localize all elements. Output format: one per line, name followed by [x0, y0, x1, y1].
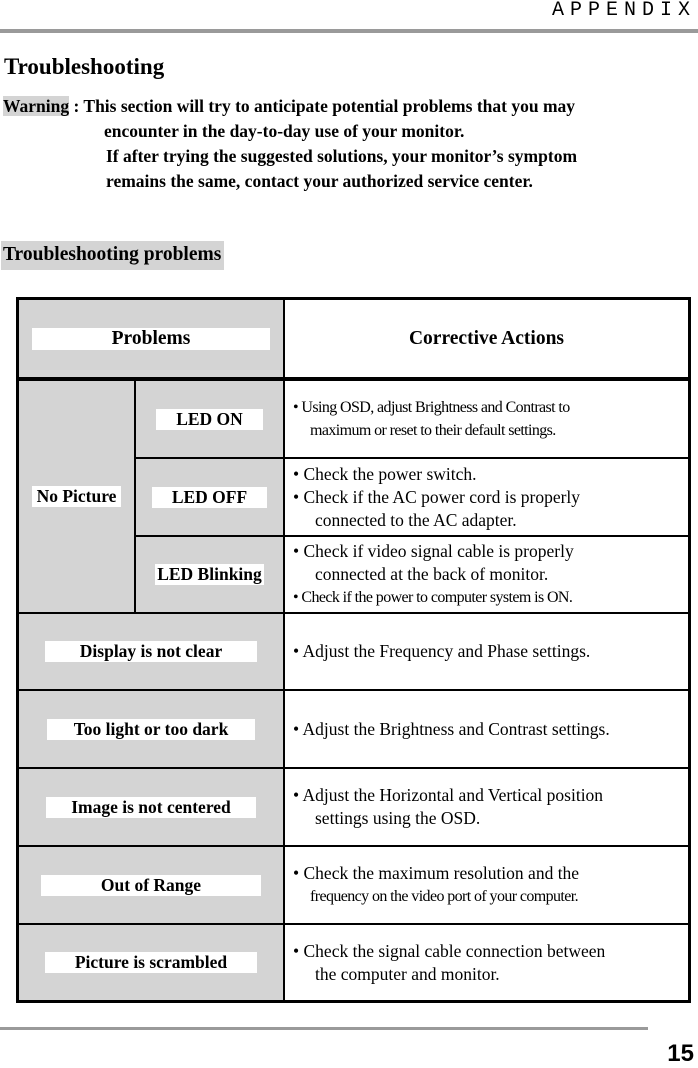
- header-actions: Corrective Actions: [285, 300, 688, 377]
- led-on-cell: LED ON: [136, 381, 283, 457]
- problem-picture-scrambled: Picture is scrambled: [19, 925, 283, 1000]
- problem-display-not-clear: Display is not clear: [19, 614, 283, 689]
- problem-image-not-centered: Image is not centered: [19, 769, 283, 845]
- actions-display-not-clear: • Adjust the Frequency and Phase settings.: [285, 614, 688, 689]
- actions-picture-scrambled: • Check the signal cable connection between the computer and monitor.: [285, 925, 688, 1000]
- header-problems: Problems: [19, 300, 283, 377]
- led-blinking-cell: LED Blinking: [136, 537, 283, 612]
- warning-label: Warning: [3, 96, 70, 116]
- warning-block: [3, 94, 693, 194]
- actions-too-light-dark: • Adjust the Brightness and Contrast settings.: [285, 691, 688, 767]
- actions-image-not-centered: • Adjust the Horizontal and Vertical position settings using the OSD.: [285, 769, 688, 845]
- page-title: Troubleshooting: [4, 54, 165, 79]
- warning-line-1: : This section will try to anticipate potential problems that you may: [69, 96, 576, 116]
- section-subtitle: Troubleshooting problems: [1, 241, 224, 270]
- warning-line-4: remains the same, contact your authorized service center.: [106, 171, 533, 191]
- warning-line-3: If after trying the suggested solutions, your monitor’s symptom: [106, 146, 578, 166]
- page-number: 15: [667, 1040, 694, 1067]
- warning-line-2: encounter in the day-to-day use of your monitor.: [104, 121, 465, 141]
- problem-too-light-dark: Too light or too dark: [19, 691, 283, 767]
- led-on-actions: • Using OSD, adjust Brightness and Contrast to maximum or reset to their default settings.: [285, 381, 688, 457]
- section-header: APPENDIX: [551, 0, 696, 22]
- led-blinking-actions: • Check if video signal cable is properly connected at the back of monitor. • Check if the power to computer system is ON.: [285, 537, 688, 612]
- footer-rule: [0, 1027, 648, 1030]
- led-off-actions: • Check the power switch. • Check if the AC power cord is properly connected to the AC adapter.: [285, 459, 688, 535]
- problem-out-of-range: Out of Range: [19, 847, 283, 923]
- actions-out-of-range: • Check the maximum resolution and the frequency on the video port of your computer.: [285, 847, 688, 923]
- no-picture-cell: No Picture: [19, 381, 134, 612]
- led-off-cell: LED OFF: [136, 459, 283, 535]
- troubleshooting-table: [16, 297, 691, 1003]
- header-rule: [0, 29, 698, 33]
